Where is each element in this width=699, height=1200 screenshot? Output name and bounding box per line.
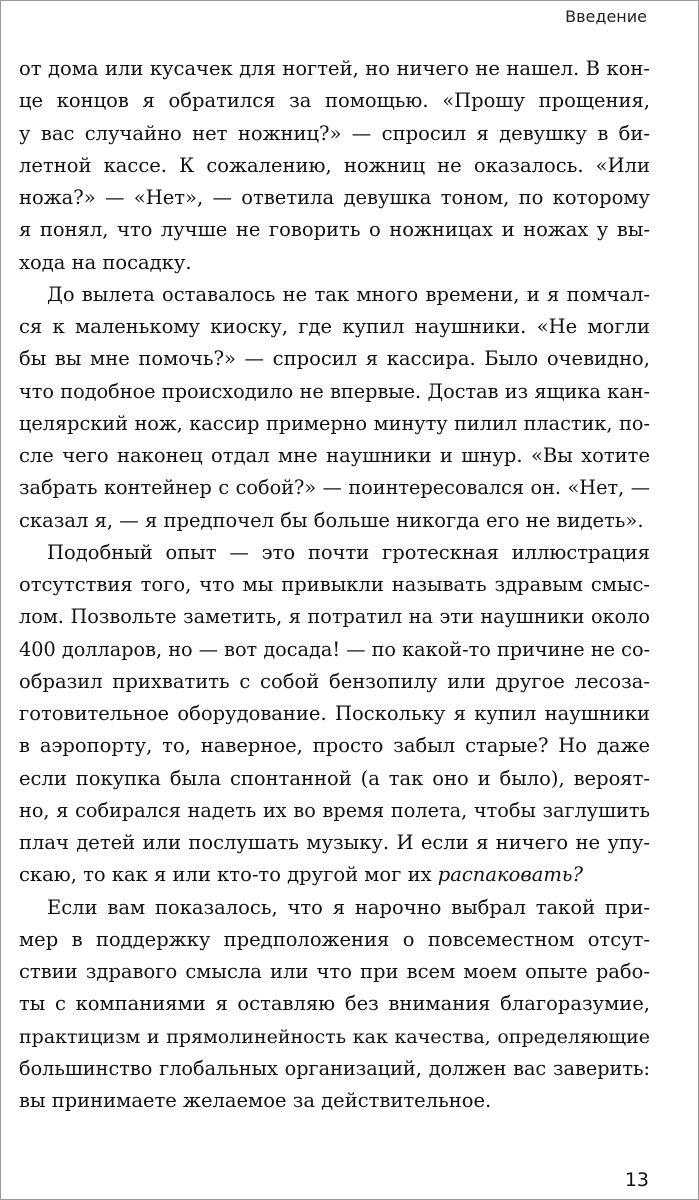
paragraph-end-line (19, 859, 650, 891)
text-line: готовительное оборудование. Поскольку я купил наушники (19, 702, 650, 725)
page-number: 13 (624, 1169, 649, 1191)
text-line: у вас случайно нет ножниц?» — спросил я девушку в би- (19, 121, 650, 145)
text-line: забрать контейнер с собой?» — поинтересовался он. «Нет, — (19, 476, 650, 500)
text-line: сле чего наконец отдал мне наушники и шнур. «Вы хотите (19, 444, 650, 467)
text-line: плач детей или послушать музыку. И если я ничего не упу- (19, 831, 650, 854)
paragraph-end-line: вы принимаете желаемое за действительное. (19, 1089, 492, 1112)
text-line: целярский нож, кассир примерно минуту пилил пластик, по- (19, 411, 650, 435)
text-line: це концов я обратился за помощью. «Прошу прощения, (19, 89, 650, 113)
text-line: отсутствия того, что мы привыкли называть здравым смыс- (19, 573, 650, 596)
text-line: практицизм и прямолинейность как качества, определяющие (19, 1025, 650, 1048)
text-line: ся к маленькому киоску, где купил наушники. «Не могли (19, 315, 650, 338)
text-line: 400 долларов, но — вот досада! — по какой-то причине не со- (19, 637, 651, 661)
text-line: ножа?» — «Нет», — ответила девушка тоном, по которому (19, 186, 650, 209)
italic-word: распаковать? (437, 863, 583, 887)
body-text (19, 53, 650, 1117)
text-line: если покупка была спонтанной (а так оно и было), вероят- (19, 766, 650, 790)
text-line: ствии здравого смысла или что при всем моем опыте рабо- (19, 960, 650, 983)
text-line: но, я собирался надеть их во время полета, чтобы заглушить (19, 798, 650, 822)
text-line: ты с компаниями я оставляю без внимания благоразумие, (19, 992, 650, 1016)
paragraph-end-line: сказал я, — я предпочел бы больше никогда его не видеть». (19, 508, 644, 532)
running-head: Введение (565, 7, 647, 26)
text-line: мер в поддержку предположения о повсеместном отсут- (19, 927, 650, 951)
text-line: лом. Позвольте заметить, я потратил на эти наушники около (19, 605, 650, 629)
text-line: в аэропорту, то, наверное, просто забыл старые? Но даже (19, 734, 650, 758)
paragraph-end-line: хода на посадку. (19, 250, 192, 274)
text-line: летной кассе. К сожалению, ножниц не оказалось. «Или (19, 153, 650, 177)
text-line: образил прихватить с собой бензопилу или другое лесоза- (19, 669, 650, 693)
text-line: бы вы мне помочь?» — спросил я кассира. Было очевидно, (19, 347, 650, 371)
text-line: от дома или кусачек для ногтей, но ничего не нашел. В кон- (19, 57, 650, 80)
text-run: скаю, то как я или кто-то другой мог их (19, 863, 438, 887)
paragraph-first-line: Подобный опыт — это почти гротескная иллюстрация (47, 540, 650, 564)
text-line: большинство глобальных организаций, должен вас заверить: (19, 1056, 650, 1080)
text-line: что подобное происходило не впервые. Достав из ящика кан- (19, 379, 650, 403)
paragraph-first-line: Если вам показалось, что я нарочно выбрал такой при- (47, 895, 650, 919)
text-line: я понял, что лучше не говорить о ножницах и ножах у вы- (19, 218, 650, 242)
paragraph-first-line: До вылета оставалось не так много времени, и я помчал- (47, 282, 650, 306)
